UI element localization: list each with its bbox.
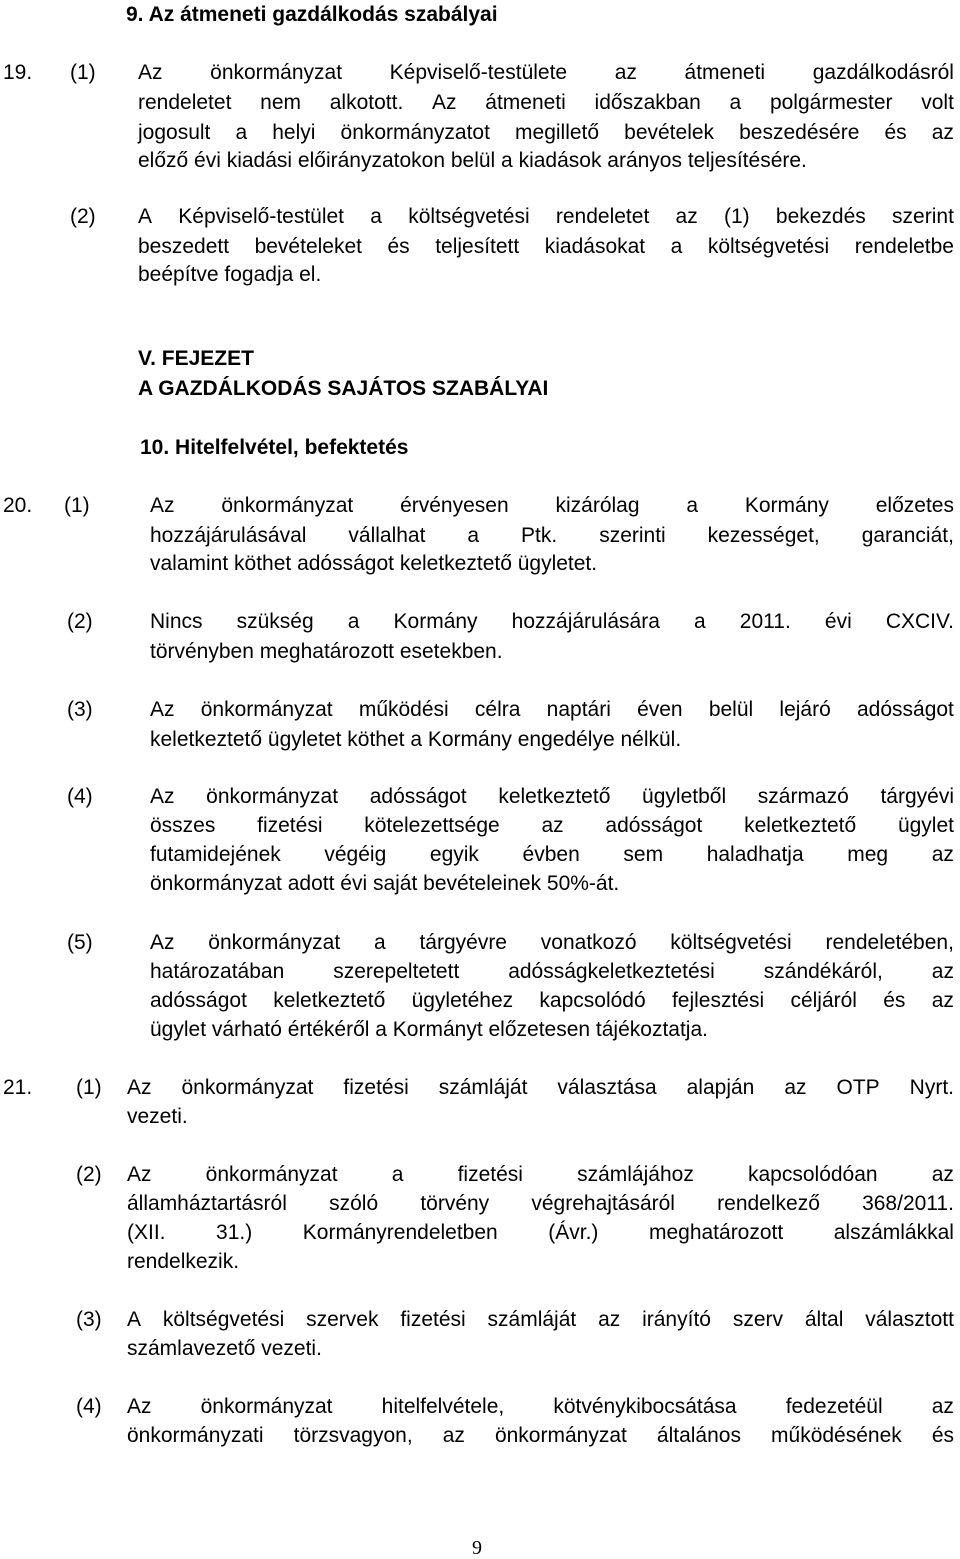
text-line: hozzájárulásával vállalhat a Ptk. szerinti kezességet, garanciát, xyxy=(150,524,954,547)
subsection-label: (5) xyxy=(67,931,93,954)
text-line: Az önkormányzat a fizetési számlájához kapcsolódóan az xyxy=(127,1163,954,1186)
text-line: Az önkormányzat Képviselő-testülete az átmeneti gazdálkodásról xyxy=(138,61,954,84)
text-line: A Képviselő-testület a költségvetési rendeletet az (1) bekezdés szerint xyxy=(138,205,954,228)
subsection-label: (4) xyxy=(76,1395,102,1418)
subsection-label: (1) xyxy=(76,1076,102,1099)
text-line: Az önkormányzat érvényesen kizárólag a Kormány előzetes xyxy=(150,494,954,517)
text-line: ügylet várható értékéről a Kormányt előzetesen tájékoztatja. xyxy=(150,1018,708,1041)
subsection-heading: 10. Hitelfelvétel, befektetés xyxy=(140,436,409,459)
text-line: (XII. 31.) Kormányrendeletben (Ávr.) meghatározott alszámlákkal xyxy=(127,1221,954,1244)
paragraph-number: 19. xyxy=(3,61,33,84)
subsection-label: (4) xyxy=(67,785,93,808)
page-number: 9 xyxy=(472,1537,482,1559)
text-line: beszedett bevételeket és teljesített kiadásokat a költségvetési rendeletbe xyxy=(138,235,954,258)
subsection-label: (3) xyxy=(76,1308,102,1331)
text-line: törvényben meghatározott esetekben. xyxy=(150,640,503,663)
text-line: beépítve fogadja el. xyxy=(138,263,322,286)
subsection-label: (3) xyxy=(67,698,93,721)
subsection-label: (1) xyxy=(70,61,96,84)
text-line: futamidejének végéig egyik évben sem haladhatja meg az xyxy=(150,843,954,866)
subsection-label: (2) xyxy=(76,1163,102,1186)
text-line: keletkeztető ügyletet köthet a Kormány engedélye nélkül. xyxy=(150,728,682,751)
text-line: adósságot keletkeztető ügyletéhez kapcsolódó fejlesztési céljáról és az xyxy=(150,989,954,1012)
text-line: Nincs szükség a Kormány hozzájárulására a 2011. évi CXCIV. xyxy=(150,610,954,633)
text-line: önkormányzati törzsvagyon, az önkormányzat általános működésének és xyxy=(127,1424,954,1447)
text-line: Az önkormányzat fizetési számláját választása alapján az OTP Nyrt. xyxy=(127,1076,954,1099)
text-line: számlavezető vezeti. xyxy=(127,1337,322,1360)
chapter-title: A GAZDÁLKODÁS SAJÁTOS SZABÁLYAI xyxy=(138,377,549,400)
chapter-number: V. FEJEZET xyxy=(138,347,254,370)
text-line: Az önkormányzat a tárgyévre vonatkozó költségvetési rendeletében, xyxy=(150,931,954,954)
subsection-label: (2) xyxy=(70,205,96,228)
paragraph-number: 20. xyxy=(3,494,33,517)
text-line: vezeti. xyxy=(127,1105,188,1128)
section-heading: 9. Az átmeneti gazdálkodás szabályai xyxy=(126,3,498,26)
text-line: A költségvetési szervek fizetési számláját az irányító szerv által választott xyxy=(127,1308,954,1331)
text-line: önkormányzat adott évi saját bevételeinek 50%-át. xyxy=(150,872,620,895)
text-line: jogosult a helyi önkormányzatot megillető bevételek beszedésére és az xyxy=(138,121,954,144)
text-line: határozatában szerepeltetett adósságkeletkeztetési szándékáról, az xyxy=(150,960,954,983)
text-line: előző évi kiadási előirányzatokon belül a kiadások arányos teljesítésére. xyxy=(138,149,807,172)
text-line: rendelkezik. xyxy=(127,1250,240,1273)
subsection-label: (2) xyxy=(67,610,93,633)
text-line: Az önkormányzat hitelfelvétele, kötvénykibocsátása fedezetéül az xyxy=(127,1395,954,1418)
paragraph-number: 21. xyxy=(3,1076,33,1099)
text-line: összes fizetési kötelezettsége az adósságot keletkeztető ügylet xyxy=(150,814,954,837)
text-line: államháztartásról szóló törvény végrehajtásáról rendelkező 368/2011. xyxy=(127,1192,954,1215)
text-line: rendeletet nem alkotott. Az átmeneti időszakban a polgármester volt xyxy=(138,91,954,114)
text-line: Az önkormányzat adósságot keletkeztető ügyletből származó tárgyévi xyxy=(150,785,954,808)
text-line: valamint köthet adósságot keletkeztető ügyletet. xyxy=(150,552,598,575)
text-line: Az önkormányzat működési célra naptári éven belül lejáró adósságot xyxy=(150,698,954,721)
subsection-label: (1) xyxy=(64,494,90,517)
